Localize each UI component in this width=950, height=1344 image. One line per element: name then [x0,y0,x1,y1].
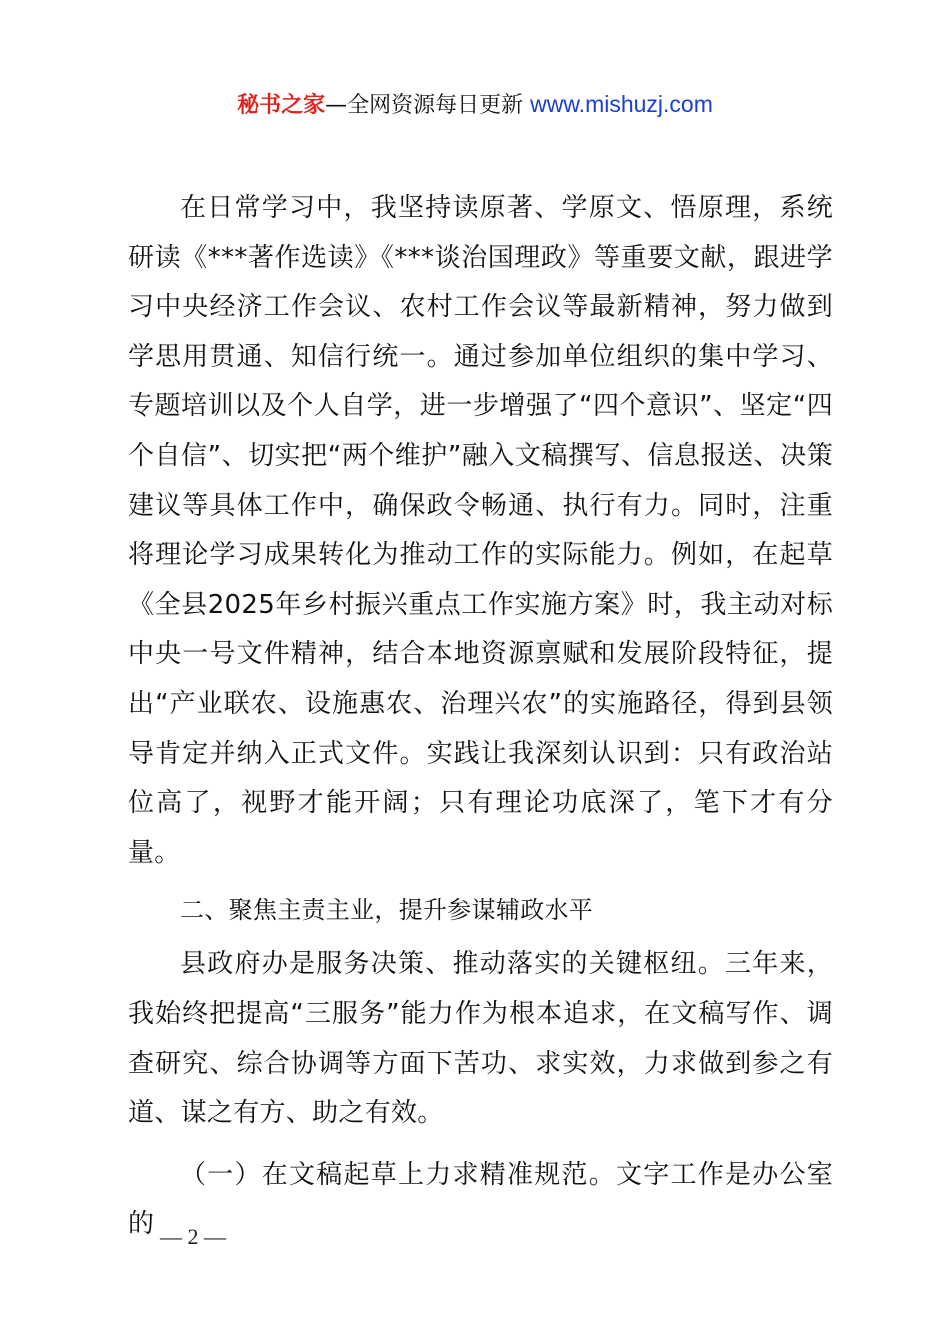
section-heading: 二、聚焦主责主业，提升参谋辅政水平 [180,896,594,925]
body-paragraph: 县政府办是服务决策、推动落实的关键枢纽。三年来，我始终把提高“三服务”能力作为根本追求，在文稿写作、调查研究、综合协调等方面下苦功、求实效，力求做到参之有道、谋之有方、助之有效。 [128,949,833,1129]
body-paragraph: （一）在文稿起草上力求精准规范。文字工作是办公室的 [128,1159,833,1240]
brand-name: 秘书之家 [237,93,326,118]
page-header [0,86,950,124]
website-link[interactable]: www.mishuzj.com [530,91,713,117]
page-number: — 2 — [160,1224,226,1249]
document-body [128,184,833,1250]
header-slogan: —全网资源每日更新 [325,93,531,118]
body-paragraph: 在日常学习中，我坚持读原著、学原文、悟原理，系统研读《***著作选读》《***谈治国理政》等重要文献，跟进学习中央经济工作会议、农村工作会议等最新精神，努力做到学思用贯通、知信行统一。通过参加单位组织的集中学习、专题培训以及个人自学，进一步增强了“四个意识”、坚定“四个自信”、切实把“两个维护”融入文稿撰写、信息报送、决策建议等具体工作中，确保政令畅通、执行有力。同时，注重将理论学习成果转化为推动工作的实际能力。例如，在起草《全县2025年乡村振兴重点工作实施方案》时，我主动对标中央一号文件精神，结合本地资源禀赋和发展阶段特征，提出“产业联农、设施惠农、治理兴农”的实施路径，得到县领导肯定并纳入正式文件。实践让我深刻认识到：只有政治站位高了，视野才能开阔；只有理论功底深了，笔下才有分量。 [128,193,833,868]
